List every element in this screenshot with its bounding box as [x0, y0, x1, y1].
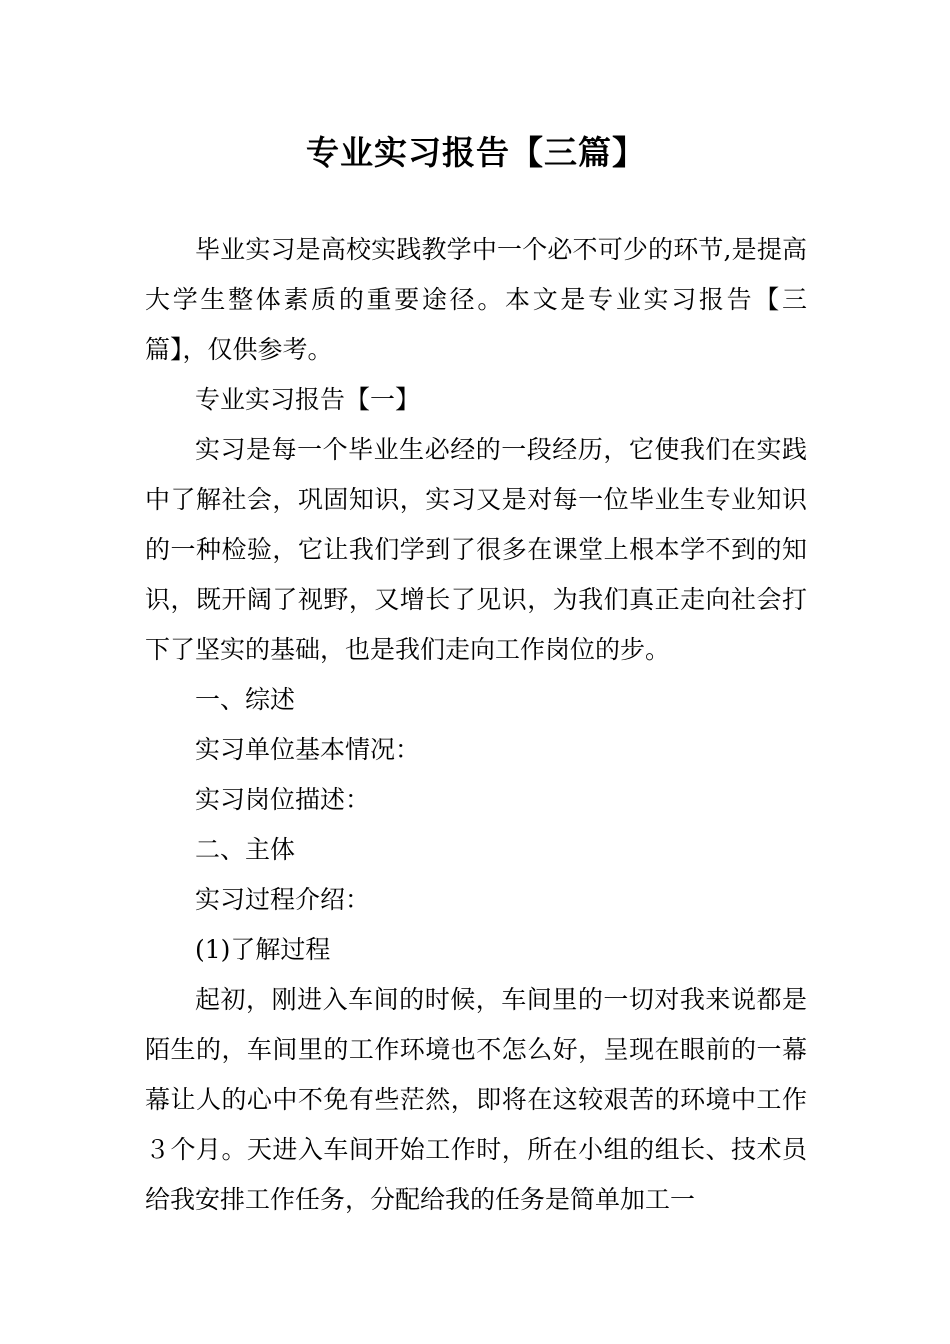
document-body — [145, 225, 807, 1225]
subheading-understanding-process: (1)了解过程 — [195, 935, 331, 964]
paragraph-intro: 毕业实习是高校实践教学中一个必不可少的环节,是提高大学生整体素质的重要途径。本文是专业实习报告【三篇】，仅供参考。 — [145, 235, 807, 364]
label-process-intro: 实习过程介绍： — [195, 885, 371, 914]
paragraph-workshop-start: 起初，刚进入车间的时候，车间里的一切对我来说都是陌生的，车间里的工作环境也不怎么好，呈现在眼前的一幕幕让人的心中不免有些茫然，即将在这较艰苦的环境中工作３个月。天进入车间开始工作时，所在小组的组长、技术员给我安排工作任务，分配给我的任务是简单加工一 — [145, 985, 807, 1214]
paragraph-internship-meaning: 实习是每一个毕业生必经的一段经历，它使我们在实践中了解社会，巩固知识，实习又是对每一位毕业生专业知识的一种检验，它让我们学到了很多在课堂上根本学不到的知识，既开阔了视野，又增长了见识，为我们真正走向社会打下了坚实的基础，也是我们走向工作岗位的步。 — [145, 435, 807, 664]
heading-main-body: 二、主体 — [195, 835, 296, 864]
label-unit-info: 实习单位基本情况： — [195, 735, 421, 764]
heading-overview: 一、综述 — [195, 685, 296, 714]
heading-report-one: 专业实习报告【一】 — [195, 385, 421, 414]
document-title: 专业实习报告【三篇】 — [306, 133, 646, 172]
label-position-description: 实习岗位描述： — [195, 785, 371, 814]
